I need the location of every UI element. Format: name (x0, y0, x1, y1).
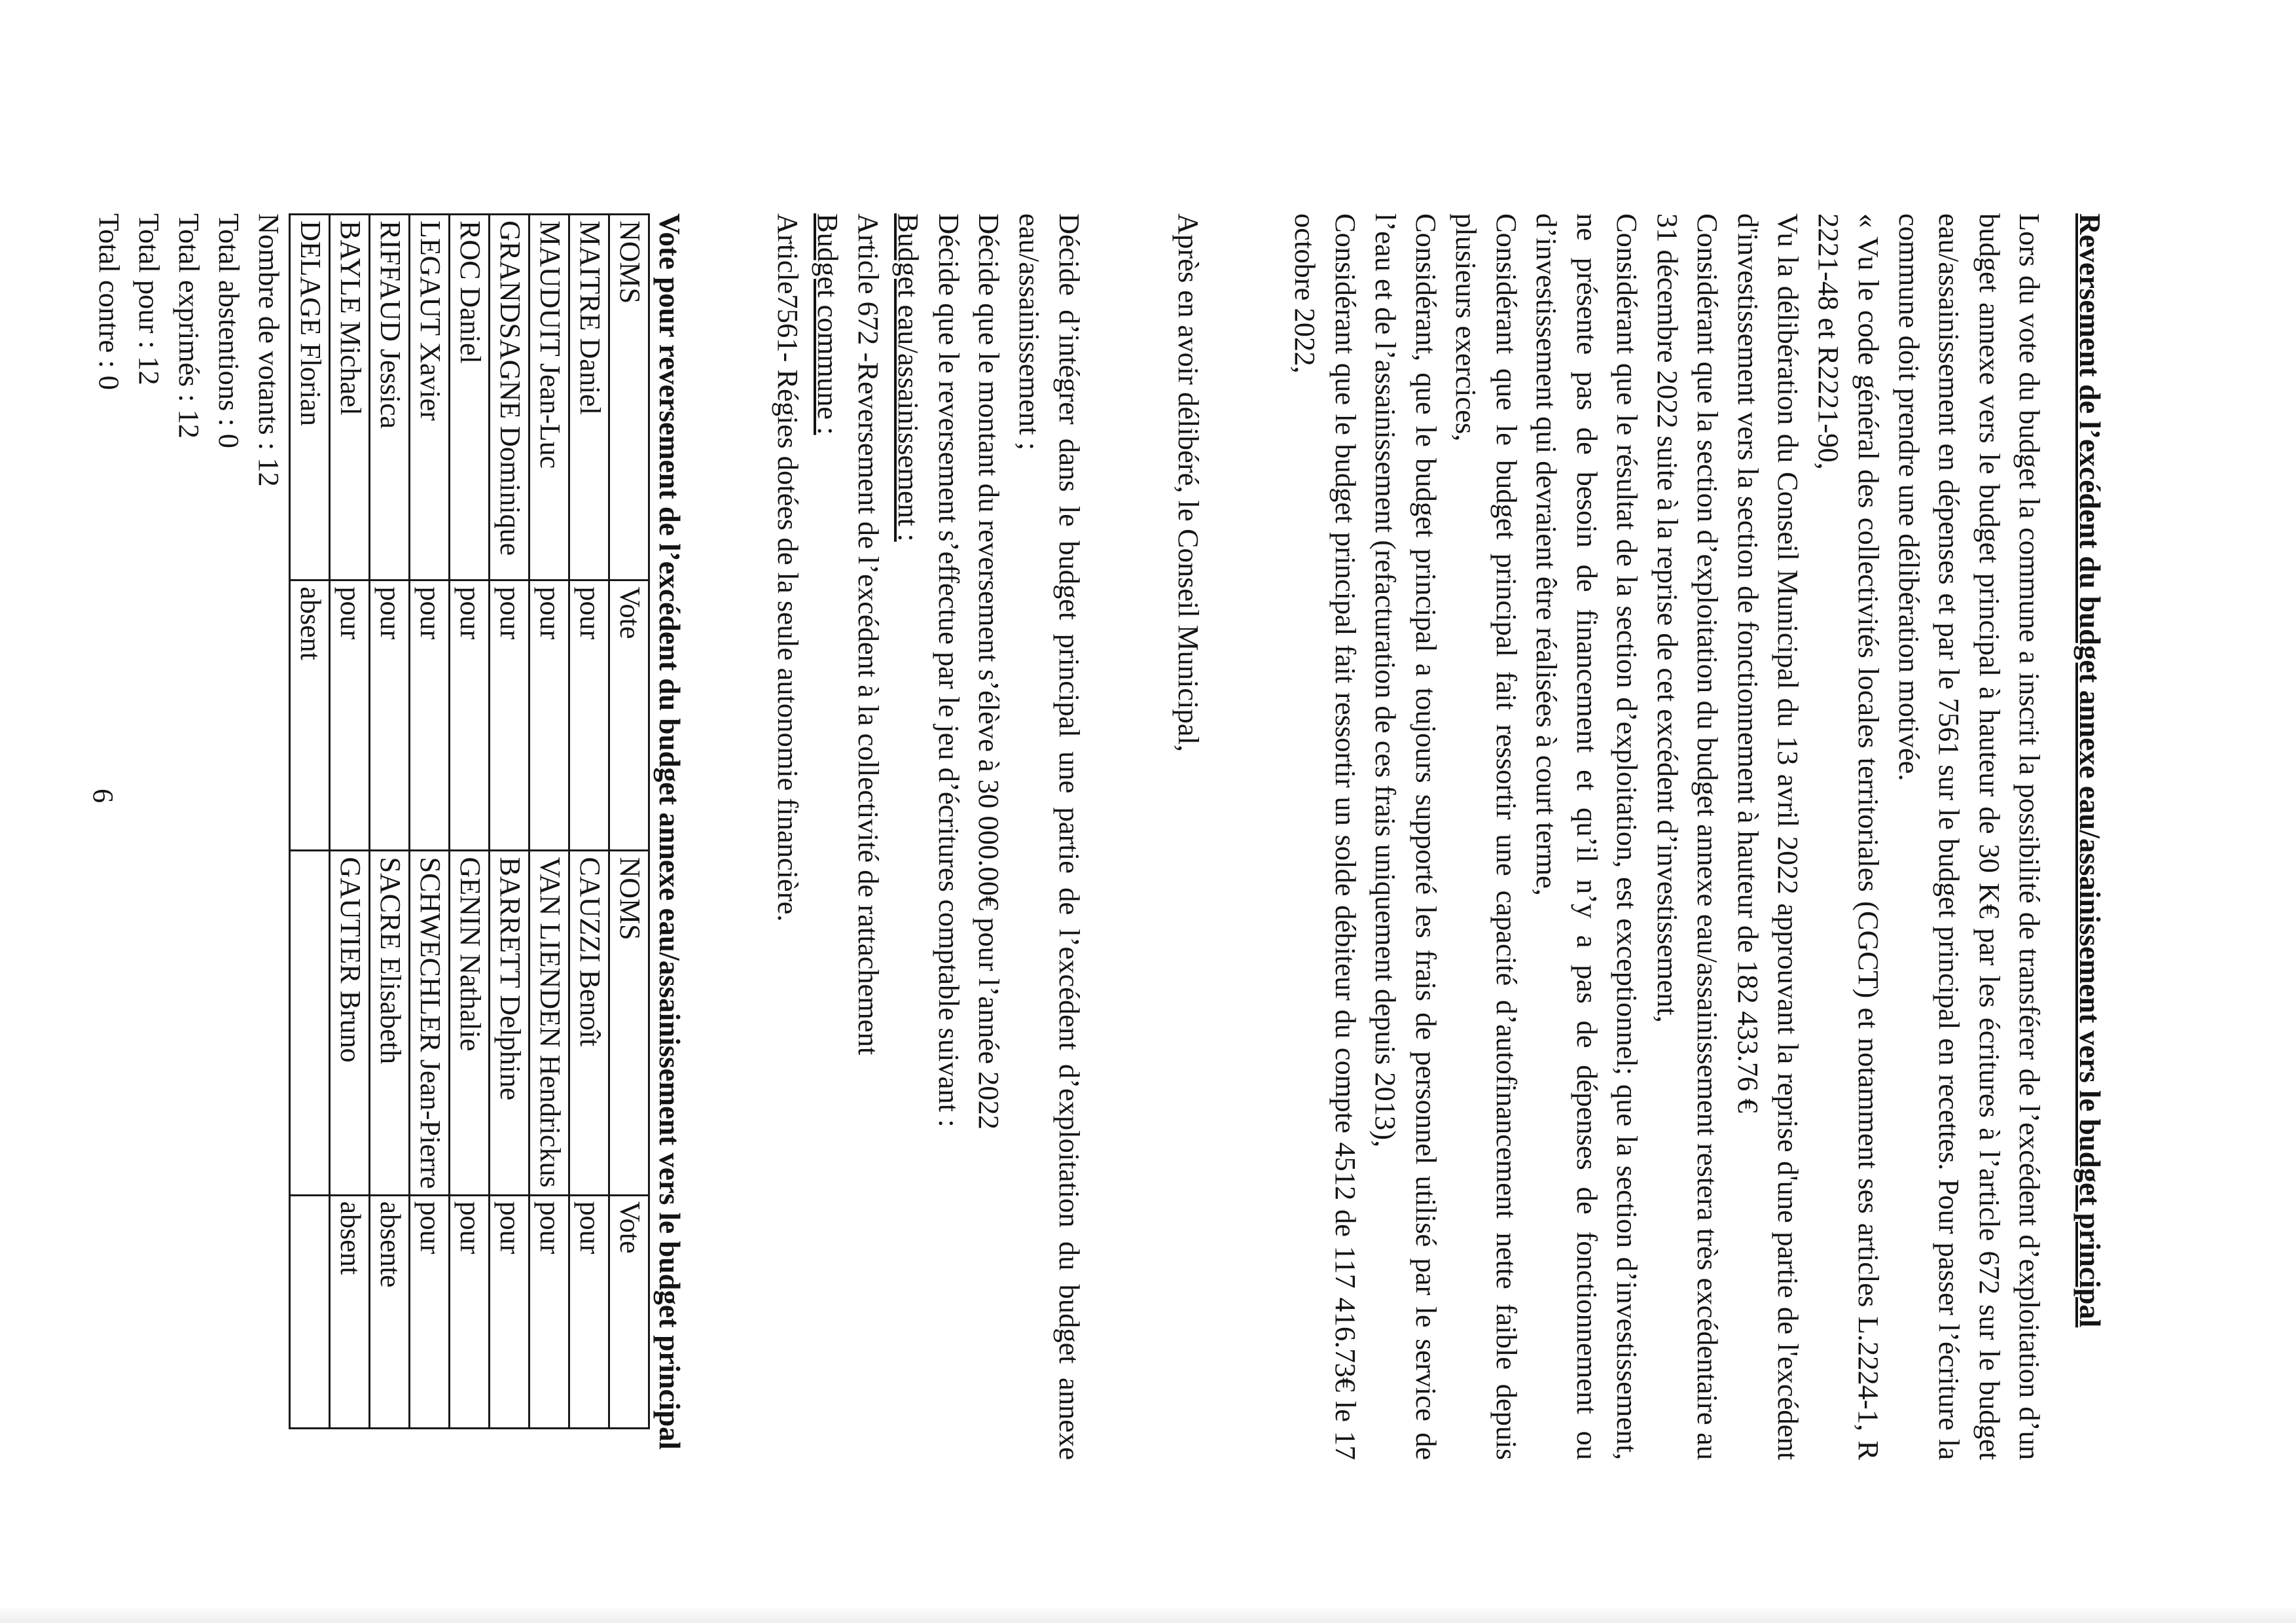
considerant-solde: Considérant que le budget principal fait ressortir un solde débiteur du compte 4512 de 117 416.73€ le 17 octobre 2022, (1289, 213, 1362, 1460)
member-vote: pour (410, 1195, 450, 1428)
member-name: GRANDSAGNE Dominique (490, 215, 529, 580)
header-noms: NOMS (609, 851, 649, 1195)
considerant-excedent: Considérant que la section d’exploitation du budget annexe eau/assainissement restera très excédentaire au 31 décembre 2022 suite à la reprise de cet excédent d’investissement, (1651, 213, 1725, 1460)
table-row (330, 215, 370, 1429)
decisions (929, 213, 1090, 1460)
member-name: MAITRE Daniel (569, 215, 609, 580)
spacer (1208, 213, 1285, 1460)
table-row (490, 215, 529, 1429)
considerant-capacite: Considérant que le budget principal fait ressortir une capacité d’autofinancement nette faible depuis plusieurs exercices, (1450, 213, 1523, 1460)
header-vote: Vote (609, 580, 649, 851)
document-content (90, 213, 2110, 1460)
vote-table (289, 213, 651, 1429)
decision-ecritures: Décide que le reversement s’effectue par le jeu d’écritures comptable suivant : (933, 213, 965, 1128)
member-vote: absent (330, 1195, 370, 1428)
member-vote: pour (450, 580, 490, 851)
vote-title: Vote pour reversement de l’excédent du budget annexe eau/assainissement vers le budget principal (653, 213, 687, 1450)
member-name: SACRE Elisabeth (370, 851, 410, 1195)
cgct-reference: « Vu le code général des collectivités locales territoriales (CGCT) et notamment ses articles L.2224-1, R 2221-48 et R2221-90, (1812, 213, 1886, 1460)
member-vote: pour (529, 1195, 569, 1428)
table-row (450, 215, 490, 1429)
member-name: RIFFAUD Jessica (370, 215, 410, 580)
member-name: SCHWECHLER Jean-Pierre (410, 851, 450, 1195)
total-exprimes: Total exprimés : 12 (173, 213, 206, 439)
total-contre: Total contre : 0 (93, 213, 126, 390)
vote-table-header (609, 215, 649, 1429)
member-name: ROC Daniel (450, 215, 490, 580)
considerant-resultat: Considérant que le résultat de la section d’exploitation, est exceptionnel; que la section d’investissement, ne présente pas de besoin de financement et qu’il n’y a pas de dépenses de fonctionnement ou d’investissement qui devraient être réalisées à court terme, (1530, 213, 1644, 1460)
member-vote: pour (370, 580, 410, 851)
member-name: BAYLE Michael (330, 215, 370, 580)
deliberation-statement: Après en avoir délibéré, le Conseil Municipal, (1172, 213, 1205, 753)
member-name: CAUZZI Benoît (569, 851, 609, 1195)
member-name: BARRETT Delphine (490, 851, 529, 1195)
table-row (410, 215, 450, 1429)
member-vote: pour (569, 580, 609, 851)
decision-integrer: Décide d’intégrer dans le budget principal une partie de l’excédent d’exploitation du budget annexe eau/assainissement ; (1013, 213, 1086, 1460)
member-vote: absent (290, 580, 330, 851)
total-abstentions: Total abstentions : 0 (213, 213, 246, 449)
member-vote: pour (529, 580, 569, 851)
section-title: Reversement de l’excédent du budget annexe eau/assainissement vers le budget principal (2073, 213, 2106, 1328)
budget-commune-label: Budget commune : (812, 213, 845, 435)
member-name: MAUDUIT Jean-Luc (529, 215, 569, 580)
header-noms: NOMS (609, 215, 649, 580)
total-votants: Nombre de votants : 12 (253, 213, 286, 487)
member-name (290, 851, 330, 1195)
member-name: VAN LIENDEN Hendrickus (529, 851, 569, 1195)
header-vote: Vote (609, 1195, 649, 1428)
table-row (370, 215, 410, 1429)
scan-edge (0, 1609, 2296, 1623)
member-vote (290, 1195, 330, 1428)
member-name: GAUTIER Bruno (330, 851, 370, 1195)
table-row (290, 215, 330, 1429)
table-row (569, 215, 609, 1429)
total-pour: Total pour : 12 (133, 213, 166, 385)
spacer (689, 213, 768, 1460)
considerant-personnel: Considérant, que le budget principal a toujours supporté les frais de personnel utilisé par le service de l’eau et de l’assainissement (refacturation de ces frais uniquement depuis 2013), (1369, 213, 1443, 1460)
spacer (1090, 213, 1168, 1460)
page-number: 6 (87, 789, 119, 803)
member-vote: pour (490, 1195, 529, 1428)
member-vote: pour (490, 580, 529, 851)
member-vote: absente (370, 1195, 410, 1428)
budget-commune-article: Article7561- Régies dotées de la seule autonomie financière. (772, 213, 804, 922)
table-row (529, 215, 569, 1429)
member-name: GENIN Nathalie (450, 851, 490, 1195)
decision-montant: Décide que le montant du reversement s’élève à 30 000.00€ pour l’année 2022 (973, 213, 1006, 1130)
member-vote: pour (569, 1195, 609, 1428)
vote-totals (90, 213, 289, 1460)
intro-paragraph: Lors du vote du budget la commune a inscrit la possibilité de transférer de l’excédent d’exploitation d’un budget annexe vers le budget principal à hauteur de 30 K€ par les écritures à l’article 672 sur le budget eau/assainissement en dépenses et par le 7561 sur le budget principal en recettes. Pour passer l’écriture la commune doit prendre une délibération motivée. (1893, 213, 2047, 1460)
member-vote: pour (410, 580, 450, 851)
considerant-deliberation: Vu la délibération du Conseil Municipal du 13 avril 2022 approuvant la reprise d'une partie de l'excédent d'investissement vers la section de fonctionnement à hauteur de 182 433.76 € (1732, 213, 1805, 1460)
budget-eau-article: Article 672 -Reversement de l’excédent à la collectivité de rattachement (852, 213, 885, 1056)
member-name: DELAGE Florian (290, 215, 330, 580)
preamble (1285, 213, 2050, 1460)
budget-eau-label: Budget eau/assainissement : (892, 213, 925, 542)
member-vote: pour (330, 580, 370, 851)
member-vote: pour (450, 1195, 490, 1428)
member-name: LEGAUT Xavier (410, 215, 450, 580)
